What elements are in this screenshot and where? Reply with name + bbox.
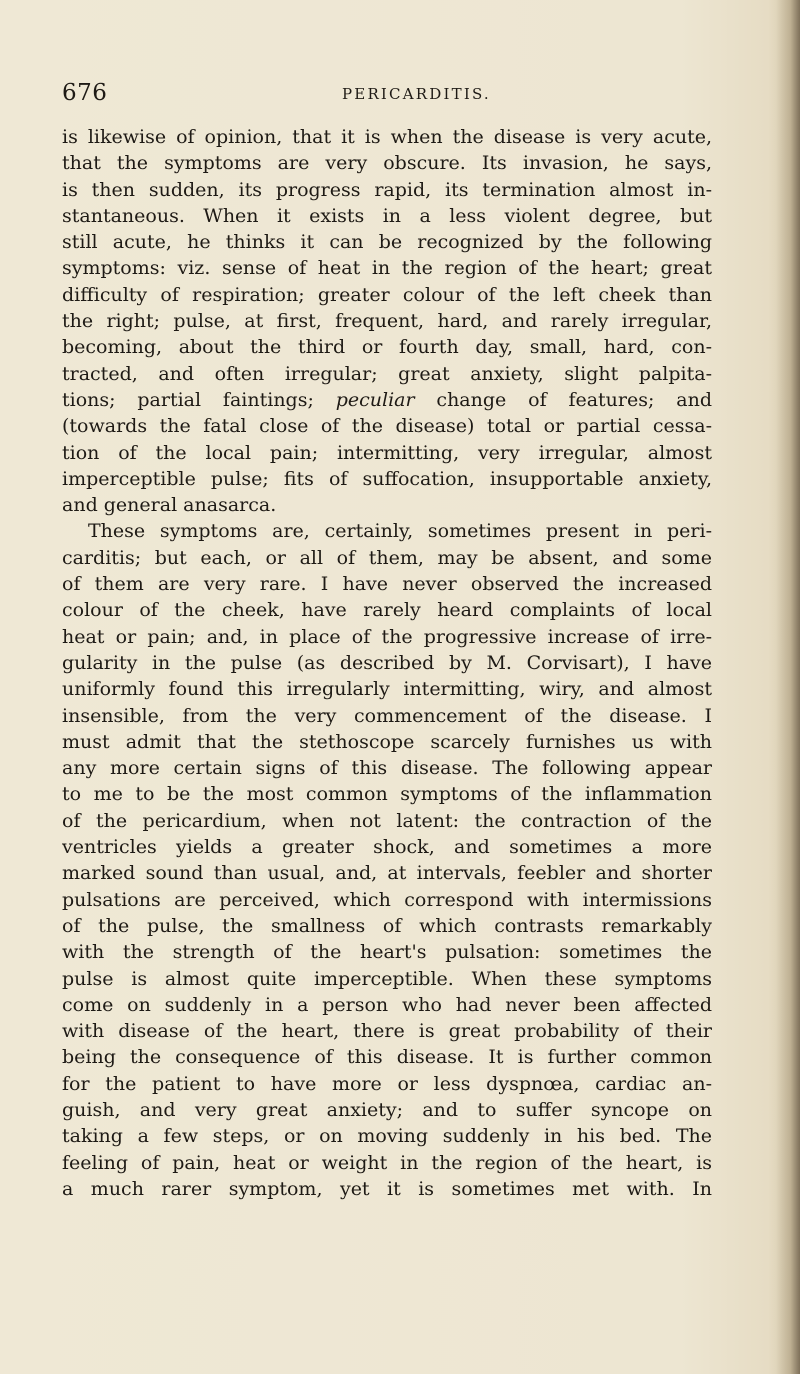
text-segment: tions; partial faintings; — [62, 388, 336, 411]
text-line: marked sound than usual, and, at intervals, feebler and shorter — [62, 862, 712, 885]
text-line: ventricles yields a greater shock, and sometimes a more — [62, 836, 712, 859]
text-line: for the patient to have more or less dyspnœa, cardiac an- — [62, 1072, 712, 1095]
text-segment: change of features; and — [414, 388, 712, 411]
text-line: with the strength of the heart's pulsation: sometimes the — [62, 941, 712, 964]
paragraph-end-line: and general anasarca. — [62, 494, 277, 517]
text-line: tion of the local pain; intermitting, very irregular, almost — [62, 441, 712, 464]
text-line: (towards the fatal close of the disease) total or partial cessa- — [62, 415, 712, 438]
text-line: is then sudden, its progress rapid, its termination almost in- — [62, 178, 712, 201]
text-line: colour of the cheek, have rarely heard complaints of local — [62, 599, 712, 622]
text-line: uniformly found this irregularly intermitting, wiry, and almost — [62, 678, 712, 701]
text-line: imperceptible pulse; fits of suffocation, insupportable anxiety, — [62, 467, 712, 490]
paragraph-start-line: These symptoms are, certainly, sometimes present in peri- — [88, 520, 712, 543]
text-line: becoming, about the third or fourth day, small, hard, con- — [62, 336, 712, 359]
text-line: to me to be the most common symptoms of the inflammation — [62, 783, 712, 806]
text-line: of them are very rare. I have never observed the increased — [62, 573, 712, 596]
text-line: of the pulse, the smallness of which contrasts remarkably — [62, 914, 712, 937]
body-text — [62, 124, 712, 1202]
text-line: any more certain signs of this disease. The following appear — [62, 757, 712, 780]
text-line: of the pericardium, when not latent: the contraction of the — [62, 809, 712, 832]
text-line: must admit that the stethoscope scarcely furnishes us with — [62, 730, 712, 753]
text-line: heat or pain; and, in place of the progressive increase of irre- — [62, 625, 712, 648]
text-line: stantaneous. When it exists in a less violent degree, but — [62, 204, 712, 227]
text-line: insensible, from the very commencement of the disease. I — [62, 704, 712, 727]
text-line: with disease of the heart, there is great probability of their — [62, 1020, 712, 1043]
italic-word: peculiar — [335, 388, 415, 411]
text-line: being the consequence of this disease. It is further common — [62, 1046, 712, 1069]
text-line: pulse is almost quite imperceptible. When these symptoms — [62, 967, 712, 990]
text-line: carditis; but each, or all of them, may be absent, and some — [62, 546, 712, 569]
text-line: taking a few steps, or on moving suddenly in his bed. The — [62, 1125, 712, 1148]
text-line: pulsations are perceived, which correspond with intermissions — [62, 888, 712, 911]
page-edge-shadow — [776, 0, 800, 1374]
text-line: guish, and very great anxiety; and to suffer syncope on — [62, 1098, 712, 1121]
text-line: feeling of pain, heat or weight in the region of the heart, is — [62, 1151, 712, 1174]
text-line: come on suddenly in a person who had never been affected — [62, 993, 712, 1016]
text-line: gularity in the pulse (as described by M. Corvisart), I have — [62, 651, 712, 674]
text-line: symptoms: viz. sense of heat in the region of the heart; great — [62, 257, 712, 280]
page-number: 676 — [62, 80, 108, 106]
text-line: still acute, he thinks it can be recognized by the following — [62, 231, 712, 254]
text-line-with-italic — [62, 387, 712, 413]
text-line: difficulty of respiration; greater colour of the left cheek than — [62, 283, 712, 306]
text-line: tracted, and often irregular; great anxiety, slight palpita- — [62, 362, 712, 385]
page-heading: PERICARDITIS. — [342, 85, 491, 103]
text-line: the right; pulse, at first, frequent, hard, and rarely irregular, — [62, 310, 712, 333]
text-line: is likewise of opinion, that it is when the disease is very acute, — [62, 126, 712, 148]
text-line: that the symptoms are very obscure. Its invasion, he says, — [62, 152, 712, 175]
running-head — [62, 80, 712, 110]
text-line: a much rarer symptom, yet it is sometimes met with. In — [62, 1177, 712, 1200]
